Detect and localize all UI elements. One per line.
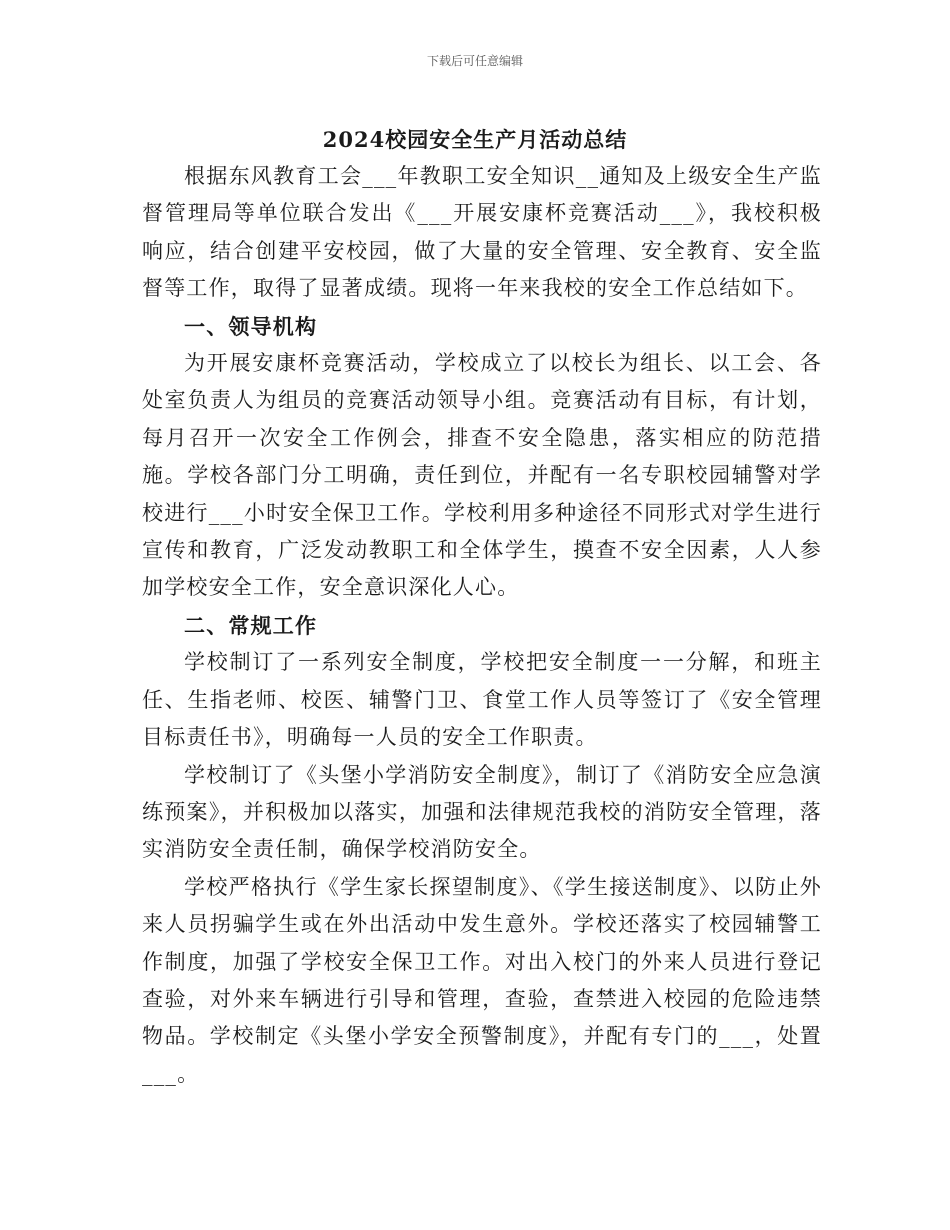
paragraph-fire-safety: 学校制订了《头堡小学消防安全制度》，制订了《消防安全应急演练预案》，并积极加以落实，加强和法律规范我校的消防安全管理，落实消防安全责任制，确保学校消防安全。 — [142, 762, 822, 862]
section-heading-leadership: 一、领导机构 — [184, 313, 318, 339]
section-heading-routine-work: 二、常规工作 — [184, 612, 318, 638]
document-title: 2024校园安全生产月活动总结 — [322, 127, 628, 152]
paragraph-intro: 根据东风教育工会___年教职工安全知识__通知及上级安全生产监督管理局等单位联合发出《___开展安康杯竞赛活动___》，我校积极响应，结合创建平安校园，做了大量的安全管理、安全教育、安全监督等工作，取得了显著成绩。现将一年来我校的安全工作总结如下。 — [142, 164, 822, 301]
paragraph-visitor-control: 学校严格执行《学生家长探望制度》、《学生接送制度》、以防止外来人员拐骗学生或在外出活动中发生意外。学校还落实了校园辅警工作制度，加强了学校安全保卫工作。对出入校门的外来人员进行登记查验，对外来车辆进行引导和管理，查验，查禁进入校园的危险违禁物品。学校制定《头堡小学安全预警制度》，并配有专门的___，处置___。 — [142, 874, 822, 1086]
paragraph-safety-rules: 学校制订了一系列安全制度，学校把安全制度一一分解，和班主任、生指老师、校医、辅警门卫、食堂工作人员等签订了《安全管理目标责任书》，明确每一人员的安全工作职责。 — [142, 650, 822, 750]
paragraph-leadership: 为开展安康杯竞赛活动，学校成立了以校长为组长、以工会、各处室负责人为组员的竞赛活动领导小组。竞赛活动有目标，有计划，每月召开一次安全工作例会，排查不安全隐患，落实相应的防范措施。学校各部门分工明确，责任到位，并配有一名专职校园辅警对学校进行___小时安全保卫工作。学校利用多种途径不同形式对学生进行宣传和教育，广泛发动教职工和全体学生，摸查不安全因素，人人参加学校安全工作，安全意识深化人心。 — [142, 351, 822, 600]
document-body — [142, 158, 822, 1093]
header-note: 下载后可任意编辑 — [426, 54, 523, 68]
